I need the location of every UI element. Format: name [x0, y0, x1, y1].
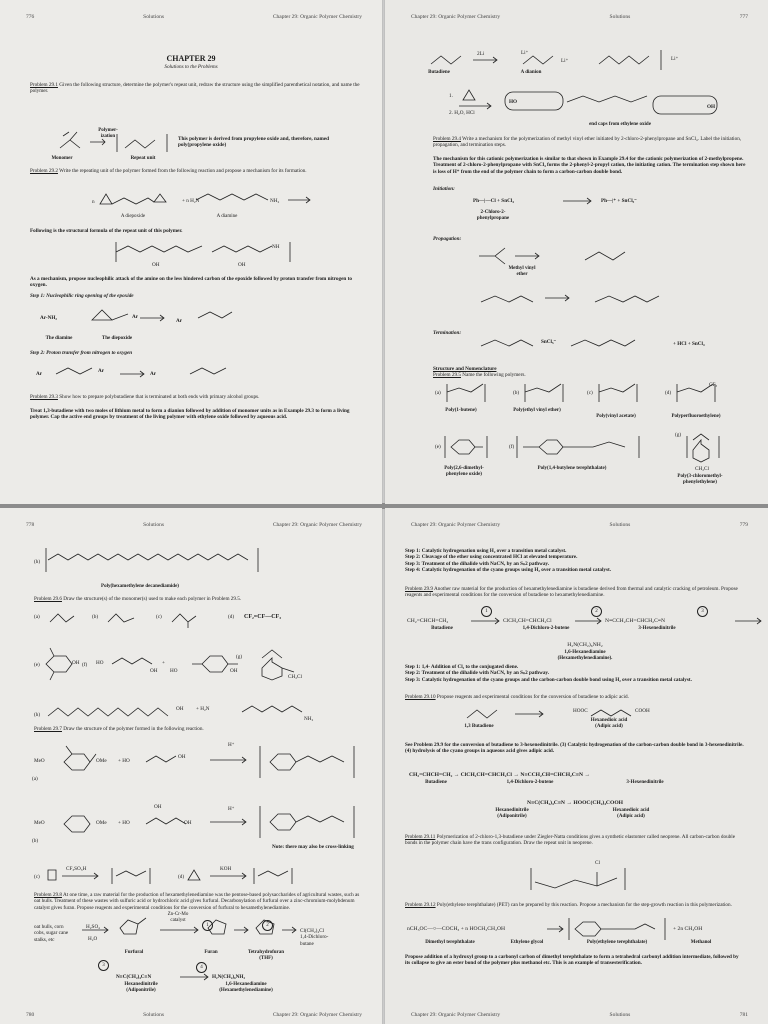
butadiene-13-label: 1,3 Butadiene — [464, 724, 494, 729]
p293-answer: Treat 1,3-butadiene with two moles of lithium metal to form a dianion followed by addition of monomer units as in Example 29.3 to form a living polymer. Cap the active end groups by treatment of the living polymer with ethylene oxide followed by aqueous acid. — [30, 408, 350, 421]
header-chapter: Chapter 29: Organic Polymer Chemistry — [272, 522, 362, 528]
meo-group: MeO — [34, 758, 45, 764]
ar-group: Ar — [36, 371, 43, 377]
item-c: (c) — [587, 390, 593, 396]
problem-29-2 — [30, 168, 360, 174]
methanol-product: + 2n CH₃OH — [673, 926, 703, 932]
step-list-1 — [405, 548, 745, 573]
oh-group: OH — [154, 804, 162, 810]
cf3so3h-catalyst: CF₃SO₃H — [66, 866, 87, 872]
hexenedinitrile-formula: N≡CCH₂CH=CHCH₂C≡N — [605, 618, 665, 624]
header-chapter: Chapter 29: Organic Polymer Chemistry — [272, 14, 362, 20]
ar-group: Ar — [150, 371, 157, 377]
header-chapter: Chapter 29: Organic Polymer Chemistry — [411, 14, 501, 20]
problem-label: Problem 29.9 — [405, 586, 433, 592]
mechanism-text: As a mechanism, propose nucleophilic attack of the amine on the less hindered carbon of the epoxide followed by proton transfer from nitrogen to oxygen. — [30, 276, 352, 289]
item-a: (a) — [435, 390, 441, 396]
ch2cl-group: CH₂Cl — [288, 674, 302, 680]
conversion-sequence-2: N≡C(CH₂)₄C≡N → HOOC(CH₂)₄COOH — [526, 800, 624, 806]
problem-29-8 — [34, 892, 364, 911]
ome-group: OMe — [96, 758, 107, 764]
hexanediamine: H₂N(CH₂)₆NH₂ — [212, 974, 246, 980]
chapter-title: CHAPTER 29 — [166, 54, 216, 63]
hexanediamine-label: 1,6-Hexanediamine (Hexamethylenediamine). — [557, 650, 613, 661]
li-cation: Li⁺ — [561, 58, 569, 64]
termination-scheme — [475, 330, 665, 358]
repeat-unit-label: Repeat unit — [130, 156, 156, 161]
name-g: Poly(3-chloromethyl- phenylethylene) — [677, 474, 723, 485]
ethylene-glycol-label: Ethylene glycol — [510, 940, 544, 945]
adipic-acid-label: Hexanedioic acid (Adipic acid) — [612, 808, 650, 819]
p294-answer: The mechanism for this cationic polymerization is similar to that shown in Example 29.4 for the cationic polymerization of 2-methylpropene. Treatment of 2-chloro-2-phenylpropane with SnCl₄ forms the 2-phenyl-2-propyl cation, the initiating cation. The termination step shown here is loss of H⁺ from the end of the polymer chain to form a carbon-carbon double bond. — [433, 156, 746, 175]
tfe-monomer: CF₂=CF—CF₃ — [244, 614, 282, 620]
item-f: (f) — [82, 662, 88, 668]
step-item: Step 3: Catalytic hydrogenation of the cyano groups and the carbon-carbon double bond using H₂ over a transition metal catalyst. — [405, 676, 692, 683]
page-number: 781 — [739, 1012, 748, 1018]
plus-diamine: + n H₂N — [182, 198, 200, 204]
problem-text: Given the following structure, determine the polymer's repeat unit, redraw the structure using the simplified parenthetical notation, and name the polymer. — [30, 82, 360, 95]
ho-end: HO — [509, 99, 518, 105]
end-caps-label: end caps from ethylene oxide — [589, 122, 651, 127]
ar-nh2: Ar-NH₂ — [40, 315, 57, 321]
problem-text: Write the repeating unit of the polymer formed from the following reaction and propose a mechanism for its formation. — [59, 168, 307, 174]
name-d: Polyperfluoroethylene) — [671, 414, 721, 419]
header-section: Solutions — [609, 14, 631, 20]
h2so4-reagent: H₂SO₄ — [86, 924, 100, 930]
polymer-structures-row2 — [443, 430, 753, 464]
oh-group: OH — [238, 262, 246, 268]
sub-c: (c) — [34, 874, 40, 880]
problem-29-12 — [405, 902, 745, 908]
initiating-cation: Ph—|⁺ + SnCl₅⁻ — [601, 198, 637, 204]
sub-b: (b) — [32, 838, 39, 844]
propagation-scheme — [475, 240, 675, 330]
ho-group: HO — [170, 668, 178, 674]
structure-nomenclature: Structure and Nomenclature — [433, 366, 497, 372]
acid-catalyst: H⁺ — [228, 806, 235, 812]
diamine-caption: The diamine — [45, 336, 73, 341]
hexanedinitrile-label: Hexanedinitrile (Adiponitrile) — [124, 982, 158, 993]
header-chapter: Chapter 29: Organic Polymer Chemistry — [411, 522, 501, 528]
footer-section: Solutions — [143, 1012, 164, 1018]
page-779 — [385, 508, 768, 1024]
problem-label: Problem 29.5 — [433, 372, 461, 378]
sub-a: (a) — [32, 776, 38, 782]
problem-text: Propose reagents and experimental conditions for the conversion of butadiene to adipic acid. — [436, 694, 629, 700]
following-text: Following is the structural formula of the repeat unit of this polymer. — [30, 228, 183, 234]
initiation-arrow — [561, 196, 601, 206]
hexanedioic-label: Hexanedioic acid (Adipic acid) — [590, 718, 628, 729]
butadiene-formula: CH₂=CHCH=CH₂ — [407, 618, 449, 624]
p299-arrows — [471, 616, 761, 626]
hexanediamine-label: 1,6-Hexanediamine (Hexamethylenediamine) — [219, 982, 273, 993]
catalyst-label: Zn-Cr-Mo catalyst — [167, 912, 189, 923]
dichlorobutane: Cl(CH₂)₄Cl 1,4-Dichloro- butane — [300, 928, 329, 947]
item-b: (b) — [513, 390, 520, 396]
page-footer — [411, 1012, 748, 1018]
problem-29-11 — [405, 834, 745, 847]
page-header — [411, 522, 748, 528]
step-1-marker: 1 — [481, 606, 492, 617]
step-2-marker: 2 — [591, 606, 602, 617]
item-c: (c) — [156, 614, 162, 620]
meo-group: MeO — [34, 820, 45, 826]
seq-dichlorobutene-label: 1,4-Dichloro-2-butene — [506, 780, 554, 785]
footer-section: Solutions — [609, 1012, 631, 1018]
problem-text: Write a mechanism for the polymerization of methyl vinyl ether initiated by 2-chloro-2-phenylpropane and SnCl₄. Label the initiation, propagation, and termination steps. — [433, 136, 742, 149]
item-e: (e) — [34, 662, 40, 668]
ar-group: Ar — [132, 314, 139, 320]
dianion-label: A dianion — [520, 70, 542, 75]
step1-heading: Step 1: Nucleophilic ring opening of the epoxide — [30, 293, 134, 299]
cf3-group: CF₃ — [709, 382, 718, 388]
problem-label: Problem 29.6 — [34, 596, 62, 602]
n-coefficient: n — [92, 199, 95, 205]
page-header — [411, 14, 748, 20]
item-g: (g) — [236, 654, 243, 660]
hexanediamine-formula: H₂N(CH₂)₆NH₂ — [567, 642, 603, 648]
problem-29-10 — [405, 694, 745, 700]
item-f: (f) — [509, 444, 515, 450]
step-list-2 — [405, 664, 745, 683]
page-number: 776 — [26, 14, 35, 20]
furfural-label: Furfural — [124, 950, 144, 955]
page-header — [26, 14, 362, 20]
step-item: Step 1: 1,4- Addition of Cl₂ to the conjugated diene. — [405, 664, 519, 670]
furan-label: Furan — [204, 950, 218, 955]
problem-label: Problem 29.8 — [34, 892, 62, 898]
dichlorobutene-label: 1,4-Dichloro-2-butene — [522, 626, 570, 631]
nh2-group: NH₂ — [270, 198, 280, 204]
footer-chapter: Chapter 29: Organic Polymer Chemistry — [411, 1012, 501, 1018]
item-b: (b) — [92, 614, 99, 620]
hooc-group: HOOC — [573, 708, 588, 714]
step-2: 2. H₂O, HCl — [449, 110, 475, 116]
monomers-row1 — [48, 606, 208, 628]
koh-catalyst: KOH — [220, 866, 232, 872]
oh-group: OH — [176, 706, 184, 712]
page-number: 778 — [26, 522, 35, 528]
oh-group: OH — [72, 660, 80, 666]
page-778 — [0, 508, 382, 1024]
problem-text: Name the following polymers. — [462, 372, 526, 378]
ho-group: HO — [96, 660, 104, 666]
name-b: Poly(ethyl vinyl ether) — [513, 408, 561, 413]
plus-ho: + HO — [118, 758, 130, 764]
name-h: Poly(hexamethylene decanediamide) — [101, 584, 179, 589]
step-2-marker: 2 — [262, 920, 273, 931]
step-item: Step 2: Treatment of the dihalide with NaCN, by an Sₙ2 pathway. — [405, 670, 550, 677]
oh-group: OH — [184, 820, 192, 826]
sub-d: (d) — [178, 874, 185, 880]
page-footer — [26, 1012, 362, 1018]
butadiene-label: Butadiene — [431, 626, 453, 631]
problem-label: Problem 29.11 — [405, 834, 436, 840]
oh-group: OH — [230, 668, 238, 674]
oh-group: OH — [152, 262, 160, 268]
reaction-b — [50, 798, 370, 842]
page-number: 780 — [26, 1012, 35, 1018]
sncl5: SnCl₅⁻ — [541, 339, 557, 345]
item-e: (e) — [435, 444, 441, 450]
crosslink-note: Note: there may also be cross-linking — [272, 844, 354, 850]
item-d: (d) — [228, 614, 235, 620]
problem-29-3 — [30, 394, 360, 400]
problem-label: Problem 29.12 — [405, 902, 436, 908]
step-4-marker: 4 — [196, 962, 207, 973]
raw-materials: oat hulls, corn cobs, sugar cane stalks, etc — [34, 924, 69, 943]
cl-substituent: Cl — [595, 860, 600, 866]
two-li: 2Li — [477, 51, 485, 57]
chapter-subtitle: Solutions to the Problems — [164, 64, 218, 70]
diepoxide-label: A diepoxide — [120, 214, 146, 219]
problem-29-7 — [34, 726, 364, 732]
butadiene-label: Butadiene — [428, 70, 450, 75]
initiator: Ph—|—Cl + SnCl₄ — [473, 198, 514, 204]
page-776 — [0, 0, 382, 504]
page-number: 777 — [739, 14, 748, 20]
li-cation: Li⁺ — [521, 50, 529, 56]
reactions-c-d — [42, 864, 362, 888]
monomer-label: Monomer — [51, 156, 73, 161]
repeat-unit-structure — [112, 238, 312, 266]
ar-group: Ar — [98, 368, 105, 374]
step-3-marker: 3 — [697, 606, 708, 617]
oh-end: OH — [707, 104, 716, 110]
p2912-answer: Propose addition of a hydroxyl group to a carbonyl carbon of dimethyl terephthalate to form a tetrahedral carbonyl addition intermediate, followed by its collapse to give an ester bond of the polymer plus methanol etc. This is an example of transesterification. — [405, 954, 739, 967]
initiation-label: Initiation: — [433, 186, 455, 192]
termination-products: + HCl + SnCl₄ — [673, 341, 705, 347]
item-a: (a) — [34, 614, 40, 620]
nylon-610-structure — [44, 544, 274, 576]
item-h: (h) — [34, 559, 41, 565]
methanol-label: Methanol — [690, 940, 712, 945]
ome-group: OMe — [96, 820, 107, 826]
nh2-group: NH₂ — [304, 716, 314, 722]
plus-h2n: + H₂N — [196, 706, 210, 712]
oh-group: OH — [178, 754, 186, 760]
problem-29-6 — [34, 596, 364, 602]
problem-29-4 — [433, 136, 748, 149]
problem-label: Problem 29.1 — [30, 82, 58, 88]
h2o-reagent: H₂O — [88, 936, 98, 942]
adiponitrile-label: Hexanedinitrile (Adiponitrile) — [495, 808, 529, 819]
name-e: Poly(2,6-dimethyl- phenylene oxide) — [444, 466, 484, 477]
step-item: Step 4: Catalytic hydrogenation of the cyano groups using H₂ over a transition metal catalyst. — [405, 566, 612, 573]
chloro-label: 2-Chloro-2- phenylpropane — [476, 210, 510, 221]
conversion-sequence: CH₂=CHCH=CH₂ → ClCH₂CH=CHCH₂Cl → N≡CCH₂CH=CHCH₂C≡N → — [409, 772, 590, 778]
step1-mechanism — [80, 304, 340, 334]
header-section: Solutions — [143, 14, 164, 20]
problem-label: Problem 29.10 — [405, 694, 436, 700]
seq-hexenedinitrile-label: 3-Hexenedinitrile — [626, 780, 664, 785]
ch2cl-group: CH₂Cl — [695, 466, 709, 472]
step2-mechanism — [40, 358, 300, 388]
seq-butadiene-label: Butadiene — [425, 780, 447, 785]
p291-note: This polymer is derived from propylene oxide and, therefore, named poly(propylene oxide) — [178, 136, 329, 149]
plus-ho: + HO — [118, 820, 130, 826]
acid-catalyst: H⁺ — [228, 742, 235, 748]
nh-group: NH — [272, 244, 280, 250]
page-header — [26, 522, 362, 528]
problem-text: Draw the structure of the polymer formed in the following reaction. — [63, 726, 204, 732]
problem-29-9 — [405, 586, 745, 599]
diepoxide-caption: The diepoxide — [101, 336, 133, 341]
hexenedinitrile-label: 3-Hexenedinitrile — [638, 626, 676, 631]
header-section: Solutions — [609, 522, 631, 528]
problem-label: Problem 29.2 — [30, 168, 58, 174]
footer-chapter: Chapter 29: Organic Polymer Chemistry — [272, 1012, 362, 1018]
page-777 — [385, 0, 768, 504]
problem-text: Polymerization of 2-chloro-1,3-butadiene under Ziegler-Natta conditions gives a synthetic elastomer called neoprene. All carbon-carbon double bonds in the polymer chain have the trans configuration. Draw the repeat unit in neoprene. — [405, 834, 736, 847]
header-section: Solutions — [143, 522, 164, 528]
item-g: (g) — [675, 432, 682, 438]
butadiene-dianion-scheme — [427, 46, 747, 76]
plus: + — [162, 660, 165, 666]
ar-group: Ar — [176, 318, 183, 324]
step2-heading: Step 2: Proton transfer from nitrogen to oxygen — [30, 350, 133, 356]
li-cation: Li⁺ — [671, 56, 679, 62]
neoprene-repeat-unit — [525, 864, 665, 894]
step-3-marker: 3 — [98, 960, 109, 971]
problem-label: Problem 29.4 — [433, 136, 461, 142]
name-a: Poly(1-butene) — [445, 408, 477, 413]
monomers-h — [46, 700, 336, 726]
name-c: Poly(vinyl acetate) — [596, 414, 636, 419]
problem-text: Another raw material for the production of hexamethylenediamine is butadiene derived from thermal and catalytic cracking of petroleum. Propose reagents and experimental conditions for the conversion of butadiene to hexamethylenediamine. — [405, 586, 738, 599]
diepoxide-reaction — [98, 188, 378, 212]
dmt-label: Dimethyl terephthalate — [425, 940, 475, 945]
reaction-a — [50, 738, 370, 782]
mve-label: Methyl vinyl ether — [508, 266, 536, 277]
end-capping-scheme — [457, 86, 717, 122]
step-item: Step 1: Catalytic hydrogenation using H₂ over a transition metal catalyst. — [405, 548, 567, 554]
problem-text: Poly(ethylene terephthalate) (PET) can be prepared by this reaction. Propose a mechanism for the step-growth reaction in this polymerization. — [436, 902, 732, 908]
item-d: (d) — [665, 390, 672, 396]
oh-group: OH — [150, 668, 158, 674]
problem-text: Draw the structure(s) of the monomer(s) used to make each polymer in Problem 29.5. — [63, 596, 242, 602]
problem-29-1 — [30, 82, 360, 95]
step-1-marker: 1 — [202, 920, 213, 931]
termination-label: Termination: — [433, 330, 462, 336]
step-1: 1. — [449, 93, 453, 99]
thf-label: Tetrahydrofuran (THF) — [247, 950, 285, 961]
problem-label: Problem 29.7 — [34, 726, 62, 732]
problem-label: Problem 29.3 — [30, 394, 58, 400]
name-f: Poly(1,4-butylene terephthalate) — [537, 466, 607, 471]
pet-reactants: nCH₃OC—○—COCH₃ + n HOCH₂CH₂OH — [407, 926, 506, 932]
problem-text: At one time, a raw material for the production of hexamethylenediamine was the pentose-based polysaccharides of agricultural wastes, such as oat hulls. Treatment of these wastes with sulfuric acid or hydrochloric acid gives furfural. Decarbonylation of furfural over a zinc-chromium-molybdenum catalyst gives furan. Propose reagents and experimental conditions for the conversion of furfural to hexamethylenediamine. — [34, 892, 360, 911]
step-item: Step 2: Cleavage of the ether using concentrated HCl at elevated temperature. — [405, 554, 578, 561]
page-number: 779 — [739, 522, 748, 528]
p2910-answer: See Problem 29.9 for the conversion of butadiene to 3-hexenedinitrile. (3) Catalytic hydrogenation of the carbon-carbon double bond in 3-hexenedinitrile. (4) hydrolysis of the cyano groups in aqueous acid gives adipic acid. — [405, 742, 744, 755]
polymerization-label: Polymer- ization — [98, 128, 118, 139]
diamine-label: A diamine — [216, 214, 238, 219]
adiponitrile: N≡C(CH₂)₄C≡N — [116, 974, 152, 980]
pet-label: Poly(ethylene terephthalate) — [586, 940, 648, 945]
dichlorobutene-formula: ClCH₂CH=CHCH₂Cl — [503, 618, 552, 624]
step-item: Step 3: Treatment of the dihalide with NaCN, by an Sₙ2 pathway. — [405, 560, 550, 567]
problem-29-5 — [433, 372, 748, 378]
cooh-group: COOH — [635, 708, 650, 714]
problem-text: Show how to prepare polybutadiene that is terminated at both ends with primary alcohol groups. — [59, 394, 260, 400]
propagation-label: Propagation: — [433, 236, 462, 242]
item-h: (h) — [34, 712, 41, 718]
